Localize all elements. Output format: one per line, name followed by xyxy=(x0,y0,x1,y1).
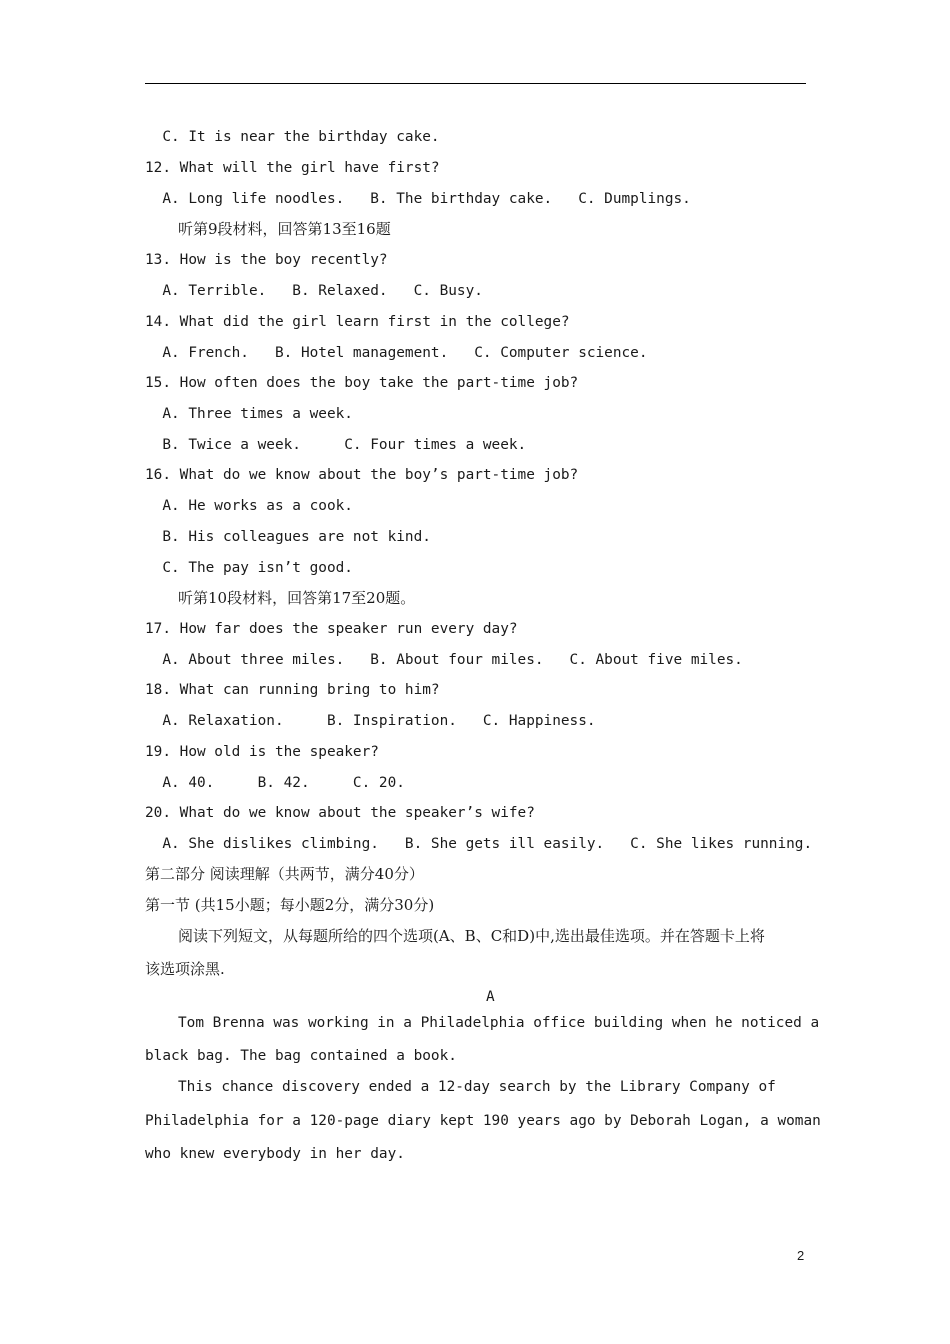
question-19: 19. How old is the speaker? xyxy=(145,744,379,760)
passage-line-3: This chance discovery ended a 12-day search by the Library Company of xyxy=(178,1079,776,1095)
question-17: 17. How far does the speaker run every day? xyxy=(145,621,518,637)
passage-line-2: black bag. The bag contained a book. xyxy=(145,1048,457,1064)
passage-line-4: Philadelphia for a 120-page diary kept 190 years ago by Deborah Logan, a woman xyxy=(145,1113,821,1129)
option-line-11c: C. It is near the birthday cake. xyxy=(145,129,440,145)
passage-line-1: Tom Brenna was working in a Philadelphia office building when he noticed a xyxy=(178,1015,820,1031)
options-13: A. Terrible. B. Relaxed. C. Busy. xyxy=(145,283,483,299)
options-15bc: B. Twice a week. C. Four times a week. xyxy=(145,437,527,453)
reading-instruction-line2: 该选项涂黑. xyxy=(145,960,225,978)
question-15: 15. How often does the boy take the part-time job? xyxy=(145,375,579,391)
question-18: 18. What can running bring to him? xyxy=(145,682,440,698)
question-14: 14. What did the girl learn first in the college? xyxy=(145,314,570,330)
question-12: 12. What will the girl have first? xyxy=(145,160,440,176)
option-15a: A. Three times a week. xyxy=(145,406,353,422)
part-two-heading: 第二部分 阅读理解（共两节，满分40分） xyxy=(145,865,424,883)
options-19: A. 40. B. 42. C. 20. xyxy=(145,775,405,791)
options-17: A. About three miles. B. About four miles. C. About five miles. xyxy=(145,652,743,668)
page-number: 2 xyxy=(797,1248,805,1263)
question-16: 16. What do we know about the boy’s part-time job? xyxy=(145,467,579,483)
question-20: 20. What do we know about the speaker’s wife? xyxy=(145,805,535,821)
reading-instruction-line1: 阅读下列短文，从每题所给的四个选项(A、B、C和D)中,选出最佳选项。并在答题卡上将 xyxy=(178,927,765,945)
passage-letter: A xyxy=(486,989,495,1005)
question-13: 13. How is the boy recently? xyxy=(145,252,388,268)
options-14: A. French. B. Hotel management. C. Computer science. xyxy=(145,345,648,361)
section-one-heading: 第一节 (共15小题；每小题2分，满分30分) xyxy=(145,896,435,914)
passage-line-5: who knew everybody in her day. xyxy=(145,1146,405,1162)
options-20: A. She dislikes climbing. B. She gets ill easily. C. She likes running. xyxy=(145,836,813,852)
header-rule xyxy=(145,83,806,84)
options-12: A. Long life noodles. B. The birthday cake. C. Dumplings. xyxy=(145,191,691,207)
option-16b: B. His colleagues are not kind. xyxy=(145,529,431,545)
option-16c: C. The pay isn’t good. xyxy=(145,560,353,576)
section-instruction-9: 听第9段材料，回答第13至16题 xyxy=(178,220,391,238)
option-16a: A. He works as a cook. xyxy=(145,498,353,514)
section-instruction-10: 听第10段材料，回答第17至20题。 xyxy=(178,589,416,607)
options-18: A. Relaxation. B. Inspiration. C. Happiness. xyxy=(145,713,596,729)
